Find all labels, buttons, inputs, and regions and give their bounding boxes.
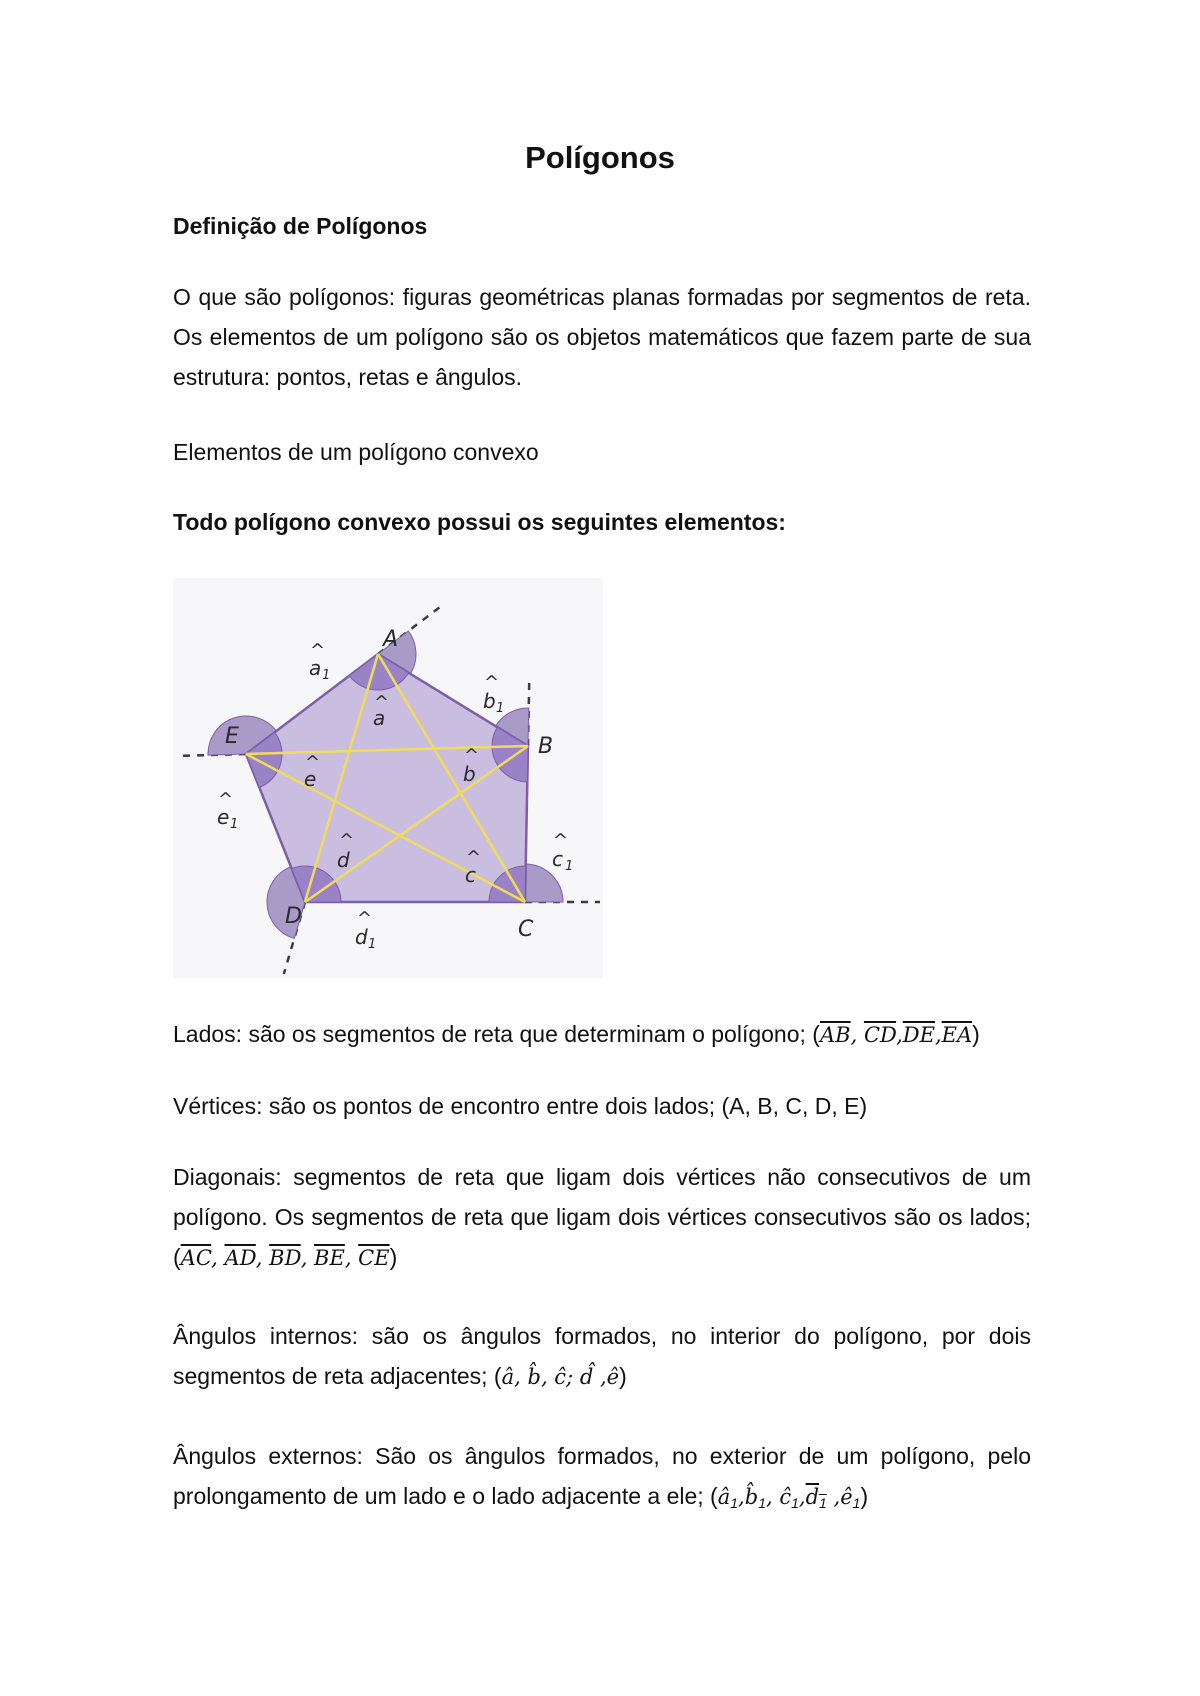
internal-text: Ângulos internos: são os ângulos formados, no interior do polígono, por dois segmentos de reta adjacentes; ( [173,1323,1031,1389]
angle-d1: $\overline{d}$ [805,1485,820,1509]
sub-b1-text: 1 [758,1495,766,1511]
hat-d: ^ [339,830,355,851]
sides-close: ) [972,1021,980,1047]
sub-c1: 1 [565,859,574,874]
diagonal-ce-label: $\overline{CE}$ [358,1246,390,1270]
side-ab: $\overline{AB}$ [819,1023,851,1047]
angle-b: b̂ [527,1365,541,1389]
diagonal-bd-label: $\overline{BD}$ [269,1246,301,1270]
hat-b1: ^ [484,672,500,693]
side-de: $\overline{DE}$ [902,1023,935,1047]
elements-intro: Todo polígono convexo possui os seguintes elementos: [173,509,786,535]
hat-c: ^ [466,847,482,868]
external-label-a1: a [309,656,322,680]
vertex-label-a: A [383,627,399,652]
sides-text: Lados: são os segmentos de reta que determinam o polígono; ( [173,1021,820,1047]
internal-label-b: b [463,762,476,786]
sub-b1: 1 [496,701,505,716]
external-angles-paragraph: Ângulos externos: São os ângulos formados, no exterior de um polígono, pelo prolongamento de um lado e o lado adjacente a ele; ($â_1,b̂_1$, $ĉ_1,\overline{d}_1$ $,ê_1$) [173,1443,1031,1511]
angle-c1: ĉ [779,1485,792,1509]
internal-label-e: e [304,767,317,791]
vertices-paragraph: Vértices: são os pontos de encontro entre dois lados; (A, B, C, D, E) [173,1093,868,1119]
internal-angles-paragraph: Ângulos internos: são os ângulos formados, no interior do polígono, por dois segmentos de reta adjacentes; (â, b̂, ĉ; d̂ ,ê) [173,1323,1031,1389]
diagonals-paragraph: Diagonais: segmentos de reta que ligam dois vértices não consecutivos de um polígono. Os segmentos de reta que ligam dois vértices consecutivos são os lados; ($\overline{AC}$, $\overline{AD}$, $\overline{BD}$, $\overline{BE}$, $\overline{CE}$) [173,1164,1031,1270]
angle-d: d̂ [579,1365,594,1389]
angle-a1: â [717,1485,731,1509]
angle-a: â [501,1365,515,1389]
hat-a: ^ [374,692,390,713]
definition-paragraph: O que são polígonos: figuras geométricas planas formadas por segmentos de reta. Os elementos de um polígono são os objetos matemáticos que fazem parte de sua estrutura: pontos, retas e ângulos. [173,284,1031,390]
sides-paragraph: Lados: são os segmentos de reta que determinam o polígono; ($\overline{AB}$, $\overline{CD},\overline{DE},\overline{EA}$) [173,1021,980,1047]
sub-d1-text: 1 [819,1495,827,1511]
angle-e1: ê [840,1485,853,1509]
sub-a1-text: 1 [730,1495,739,1511]
diagonal-be-label: $\overline{BE}$ [314,1246,345,1270]
internal-label-d: d [337,848,350,872]
vertex-label-c: C [518,917,534,942]
external-label-b1: b [483,689,496,713]
internal-label-a: a [373,706,386,730]
hat-e1: ^ [218,789,234,810]
angle-e: ê [606,1365,620,1389]
angle-b1: b̂ [744,1485,759,1509]
hat-d1: ^ [357,908,373,929]
elements-heading: Elementos de um polígono convexo [173,439,539,465]
vertex-label-e: E [225,724,239,749]
sub-e1: 1 [230,817,239,832]
hat-c1: ^ [553,830,569,851]
internal-label-c: c [465,863,476,887]
diagonals-close: ) [389,1244,398,1270]
diagonal-ac-label: $\overline{AC}$ [180,1246,212,1270]
sub-c1-text: 1 [791,1495,799,1511]
hat-b: ^ [464,745,480,766]
sub-a1: 1 [322,668,331,683]
page-title: Polígonos [525,140,675,175]
hat-e: ^ [305,752,321,773]
external-label-c1: c [552,847,563,871]
side-cd: $\overline{CD}$ [863,1023,897,1047]
vertex-label-b: B [538,734,554,759]
diagonal-ad-label: $\overline{AD}$ [224,1246,256,1270]
side-ea: $\overline{EA}$ [941,1023,973,1047]
vertex-label-d: D [285,904,302,929]
diagonals-text: Diagonais: segmentos de reta que ligam dois vértices não consecutivos de um polígono. Os segmentos de reta que ligam dois vértices consecutivos são os lados; ( [173,1164,1031,1270]
hat-a1: ^ [310,640,326,661]
external-close: ) [860,1483,869,1509]
angle-c: ĉ [554,1365,567,1389]
section-heading: Definição de Polígonos [173,213,428,239]
external-label-d1: d [355,925,368,949]
sub-d1: 1 [368,937,377,952]
external-text: Ângulos externos: São os ângulos formados, no exterior de um polígono, pelo prolongamento de um lado e o lado adjacente a ele; ( [173,1443,1031,1509]
external-label-e1: e [217,805,230,829]
sub-e1-text: 1 [852,1495,861,1511]
pentagon-figure [173,578,603,978]
internal-close: ) [619,1363,627,1389]
